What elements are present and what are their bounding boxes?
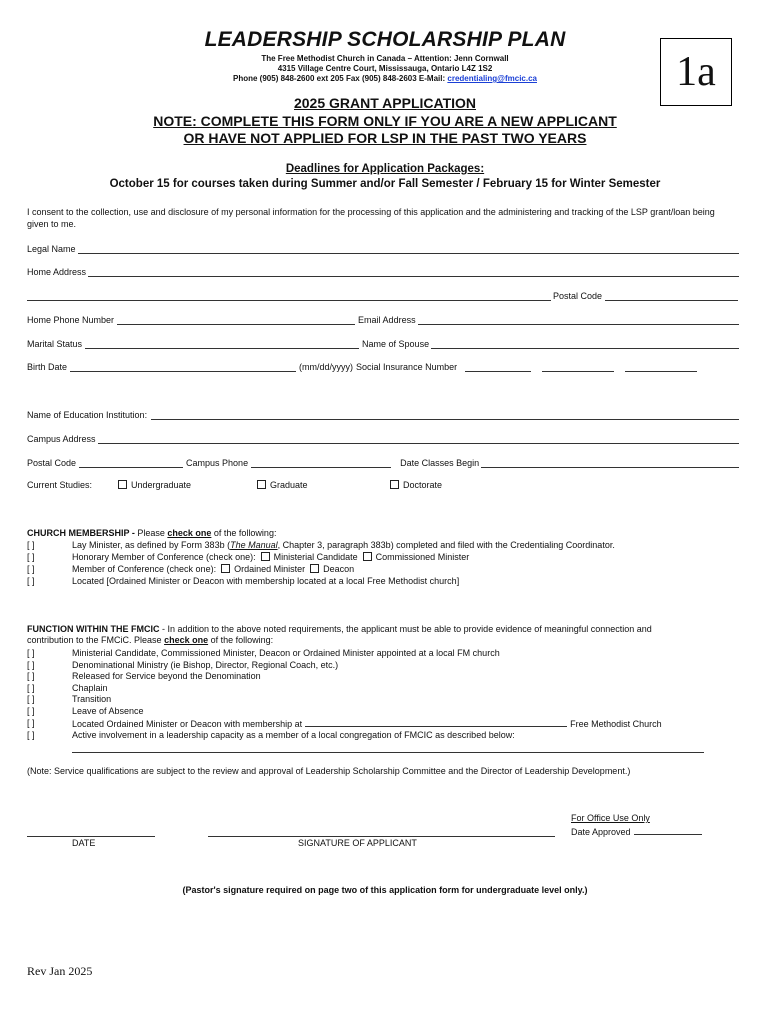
ordained-minister-checkbox[interactable]: [221, 564, 230, 573]
email-link[interactable]: credentialing@fmcic.ca: [447, 74, 537, 83]
education-institution-input[interactable]: [151, 410, 739, 420]
campus-phone-input[interactable]: [251, 458, 391, 468]
legal-name-row: [27, 242, 741, 254]
deadlines-title: Deadlines for Application Packages:: [285, 163, 485, 175]
church-membership-heading: CHURCH MEMBERSHIP - Please check one of the following:: [27, 528, 277, 538]
undergraduate-checkbox[interactable]: [118, 480, 127, 489]
function-item-label: Ministerial Candidate, Commissioned Minister, Deacon or Ordained Minister appointed at a local FM church: [72, 648, 500, 658]
function-item-label: Denominational Ministry (ie Bishop, Director, Regional Coach, etc.): [72, 659, 339, 670]
home-address-label: Home Address: [27, 267, 87, 277]
applicant-signature-line[interactable]: [208, 835, 555, 837]
date-approved-row: Date Approved: [571, 826, 705, 838]
function-item-checkbox[interactable]: [ ]: [27, 694, 35, 705]
date-label: DATE: [72, 838, 96, 848]
function-item[interactable]: [27, 683, 741, 695]
function-item[interactable]: [27, 671, 741, 683]
office-use-title: For Office Use Only: [571, 813, 650, 823]
date-approved-input[interactable]: [634, 826, 702, 835]
ministerial-candidate-checkbox[interactable]: [261, 552, 270, 561]
marital-status-input[interactable]: [85, 339, 359, 349]
sin-part-3-input[interactable]: [625, 362, 697, 372]
revision-footer: Rev Jan 2025: [27, 964, 93, 978]
campus-address-row: [27, 432, 741, 444]
campus-address-label: Campus Address: [27, 434, 96, 444]
date-classes-input[interactable]: [481, 458, 739, 468]
home-phone-label: Home Phone Number: [27, 315, 115, 325]
legal-name-label: Legal Name: [27, 244, 76, 254]
function-item-label: Leave of Absence: [72, 706, 144, 716]
current-studies-label: Current Studies:: [27, 480, 93, 490]
education-row: [27, 408, 741, 420]
function-item-label: Released for Service beyond the Denomination: [72, 671, 261, 682]
phone-email-row: [27, 313, 741, 325]
function-item[interactable]: [27, 694, 741, 706]
education-institution-label: Name of Education Institution:: [27, 410, 148, 420]
undergraduate-option[interactable]: Undergraduate: [118, 480, 191, 490]
function-item-active[interactable]: [ ] Active involvement in a leadership capacity as a member of a local congregation of FMCIC as described below:: [27, 730, 515, 740]
date-signature-line[interactable]: [27, 835, 155, 837]
doctorate-checkbox[interactable]: [390, 480, 399, 489]
function-intro-2: contribution to the FMCiC. Please check one of the following:: [27, 635, 274, 645]
marital-row: [27, 337, 741, 349]
form-code-badge: 1a: [660, 38, 732, 106]
campus-postal-code-input[interactable]: [79, 458, 183, 468]
sin-label: Social Insurance Number: [356, 362, 458, 372]
contact-prefix: Phone (905) 848-2600 ext 205 Fax (905) 848-2603 E-Mail:: [233, 74, 446, 83]
deadlines-text: October 15 for courses taken during Summer and/or Fall Semester / February 15 for Winter Semester: [109, 178, 661, 190]
function-item-checkbox[interactable]: [ ]: [27, 648, 35, 658]
home-address-line2-input[interactable]: [27, 291, 551, 301]
campus-address-input[interactable]: [98, 434, 739, 444]
deacon-checkbox[interactable]: [310, 564, 319, 573]
church-item-honorary[interactable]: [ ] Honorary Member of Conference (check one): Ministerial Candidate Commissioned Minister: [27, 552, 470, 562]
form-title: LEADERSHIP SCHOLARSHIP PLAN: [204, 28, 566, 51]
function-item-label: Transition: [72, 694, 112, 705]
church-item-lay-minister[interactable]: [ ] Lay Minister, as defined by Form 383b (The Manual, Chapter 3, paragraph 383b) completed and filed with the Credentialing Coordinator.: [27, 540, 615, 550]
birth-date-format: (mm/dd/yyyy): [299, 362, 354, 372]
legal-name-input[interactable]: [78, 244, 739, 254]
current-studies-row: [27, 480, 443, 492]
marital-status-label: Marital Status: [27, 339, 83, 349]
church-item-member[interactable]: [ ] Member of Conference (check one): Ordained Minister Deacon: [27, 564, 355, 574]
function-item[interactable]: [27, 706, 741, 718]
function-heading: FUNCTION WITHIN THE FMCIC - In addition to the above noted requirements, the applicant must be able to provide evidence of meaningful connection and: [27, 624, 652, 634]
sin-part-2-input[interactable]: [542, 362, 614, 372]
home-phone-input[interactable]: [117, 315, 355, 325]
note-line-1: NOTE: COMPLETE THIS FORM ONLY IF YOU ARE A NEW APPLICANT: [153, 113, 617, 129]
email-address-label: Email Address: [358, 315, 416, 325]
email-address-input[interactable]: [418, 315, 739, 325]
located-church-input[interactable]: [305, 718, 567, 727]
postal-code-label: Postal Code: [552, 291, 602, 301]
consent-text: I consent to the collection, use and disclosure of my personal information for the processing of this application and the administering and tracking of the LSP grant/loan being given to me.: [27, 207, 715, 229]
function-item-checkbox[interactable]: [ ]: [27, 659, 35, 670]
function-item-checkbox[interactable]: [ ]: [27, 671, 35, 682]
function-item-located[interactable]: [ ] Located Ordained Minister or Deacon with membership at Free Methodist Church: [27, 718, 662, 729]
church-item-located[interactable]: [ ] Located [Ordained Minister or Deacon with membership located at a local Free Methodist church]: [27, 576, 460, 586]
function-item-label: Chaplain: [72, 682, 108, 693]
graduate-checkbox[interactable]: [257, 480, 266, 489]
date-classes-label: Date Classes Begin: [400, 458, 480, 468]
doctorate-option[interactable]: Doctorate: [390, 480, 442, 490]
birth-date-input[interactable]: [70, 362, 296, 372]
function-item-checkbox[interactable]: [ ]: [27, 682, 35, 693]
address-line: 4315 Village Centre Court, Mississauga, Ontario L4Z 1S2: [277, 64, 493, 73]
org-line: The Free Methodist Church in Canada – Attention: Jenn Cornwall: [261, 54, 509, 63]
home-address-input[interactable]: [88, 267, 739, 277]
active-description-input[interactable]: [72, 751, 704, 753]
pastor-note: (Pastor's signature required on page two of this application form for undergraduate level only.): [182, 885, 588, 895]
campus-phone-row: [27, 456, 741, 468]
sin-part-1-input[interactable]: [465, 362, 531, 372]
campus-phone-label: Campus Phone: [186, 458, 249, 468]
spouse-name-label: Name of Spouse: [362, 339, 430, 349]
campus-postal-code-label: Postal Code: [27, 458, 77, 468]
function-item[interactable]: [27, 660, 741, 672]
function-item[interactable]: [27, 648, 741, 660]
postal-code-input[interactable]: [605, 291, 738, 301]
spouse-name-input[interactable]: [431, 339, 739, 349]
contact-line: [0, 74, 770, 83]
note-line-2: OR HAVE NOT APPLIED FOR LSP IN THE PAST TWO YEARS: [183, 130, 587, 146]
function-item-checkbox[interactable]: [ ]: [27, 706, 35, 716]
birth-date-label: Birth Date: [27, 362, 68, 372]
home-address-row: [27, 265, 741, 277]
birth-sin-row: [27, 360, 741, 372]
grant-heading: 2025 GRANT APPLICATION: [293, 95, 477, 111]
service-note: (Note: Service qualifications are subject to the review and approval of Leadership Scholarship Committee and the Director of Leadership Development.): [27, 766, 631, 776]
commissioned-minister-checkbox[interactable]: [363, 552, 372, 561]
signature-label: SIGNATURE OF APPLICANT: [298, 838, 417, 848]
graduate-option[interactable]: Graduate: [257, 480, 308, 490]
address-line2-row: [27, 289, 741, 301]
